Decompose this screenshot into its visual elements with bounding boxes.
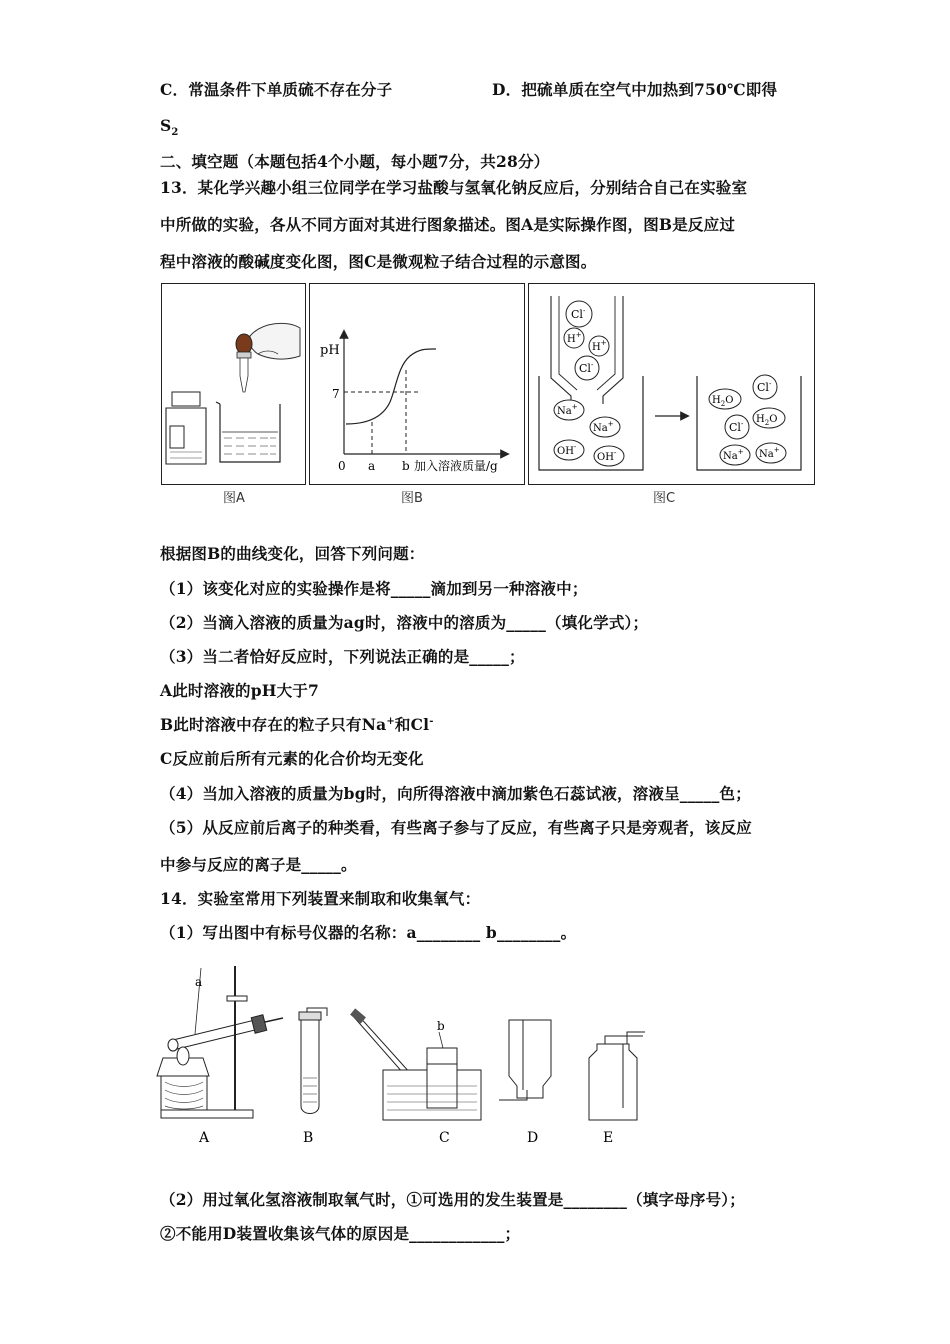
- svg-text:Cl-: Cl-: [579, 361, 594, 375]
- cl-ion-2: [575, 356, 599, 380]
- svg-text:Na+: Na+: [723, 448, 744, 462]
- apparatus-c-label: C: [439, 1130, 450, 1146]
- svg-text:H+: H+: [567, 331, 582, 345]
- option-b-sup-2: -: [429, 715, 434, 727]
- apparatus-b: [299, 1008, 327, 1146]
- q13-option-a: A此时溶液的pH大于7: [160, 681, 319, 700]
- svg-text:Cl-: Cl-: [729, 420, 744, 434]
- apparatus-b-label: B: [303, 1130, 314, 1146]
- q13-sub3: （3）当二者恰好反应时，下列说法正确的是_____；: [160, 647, 525, 666]
- svg-text:Na+: Na+: [759, 446, 780, 460]
- y-tick-7: 7: [332, 387, 340, 401]
- ph-curve-graph: [310, 284, 524, 484]
- apparatus-d-label: D: [527, 1130, 539, 1146]
- s2-base: S: [160, 116, 172, 135]
- svg-text:H2O: $H_2O$: [712, 395, 734, 408]
- option-d-continued: [160, 116, 179, 138]
- apparatus-a: [157, 966, 283, 1146]
- q13-stem-2: 中所做的实验，各从不同方面对其进行图象描述。图A是实际操作图，图B是反应过: [160, 215, 736, 234]
- svg-text:H2O: $H_2O$: [756, 414, 778, 427]
- x-tick-a: a: [368, 459, 376, 473]
- figure-a: [161, 283, 306, 485]
- svg-text:Na+: Na+: [557, 403, 578, 417]
- label-a: a: [195, 975, 203, 989]
- beaker-dropper-illustration: [162, 284, 305, 484]
- apparatus-e-label: E: [603, 1130, 614, 1146]
- oh-ion-1: [554, 440, 584, 460]
- apparatus-a-label: A: [199, 1130, 210, 1146]
- label-b: b: [437, 1019, 445, 1033]
- svg-text:H+: H+: [592, 339, 607, 353]
- x-axis-label: 加入溶液质量/g: [414, 459, 498, 473]
- apparatus-figure: [155, 958, 655, 1148]
- q13-sub5-line2: 中参与反应的离子是_____。: [160, 855, 357, 874]
- option-b-text-2: 和Cl: [394, 715, 430, 734]
- svg-text:OH-: OH-: [557, 443, 577, 457]
- svg-text:Cl-: Cl-: [757, 380, 772, 394]
- svg-text:Na+: Na+: [593, 420, 614, 434]
- y-axis-label: pH: [320, 343, 340, 358]
- figure-c-caption: 图C: [653, 491, 676, 506]
- particle-diagram: [529, 284, 814, 484]
- q14-sub1: （1）写出图中有标号仪器的名称：a________ b________。: [160, 923, 577, 942]
- q13-sub4: （4）当加入溶液的质量为bg时，向所得溶液中滴加紫色石蕊试液，溶液呈_____色；: [160, 784, 751, 803]
- figure-b-caption: 图B: [401, 491, 423, 506]
- option-c: C．常温条件下单质硫不存在分子: [160, 80, 393, 99]
- apparatus-d: [499, 1020, 551, 1146]
- na-ion-4: [756, 443, 786, 463]
- cl-ion-1: [566, 301, 592, 327]
- h-ion-2: [589, 336, 609, 356]
- option-b-sup-1: +: [386, 715, 395, 727]
- na-ion-2: [590, 417, 620, 437]
- x-tick-b: b: [402, 459, 410, 473]
- apparatus-illustration: [155, 958, 655, 1148]
- h-ion-1: [564, 328, 584, 348]
- q13-sub1: （1）该变化对应的实验操作是将_____滴加到另一种溶液中；: [160, 579, 588, 598]
- q13-option-b: [160, 713, 434, 735]
- na-ion-3: [720, 445, 750, 465]
- q13-sub2: （2）当滴入溶液的质量为ag时，溶液中的溶质为_____（填化学式）；: [160, 613, 649, 632]
- q13-stem-1: 13．某化学兴趣小组三位同学在学习盐酸与氢氧化钠反应后，分别结合自己在实验室: [160, 178, 748, 197]
- q13-intro: 根据图B的曲线变化，回答下列问题：: [160, 544, 425, 563]
- q14-sub3: ②不能用D装置收集该气体的原因是____________；: [160, 1224, 521, 1243]
- q14-sub2: （2）用过氧化氢溶液制取氧气时，①可选用的发生装置是________（填字母序号）；: [160, 1190, 745, 1209]
- cl-ion-4: [725, 415, 749, 439]
- h2o-molecule-2: [753, 408, 785, 428]
- q13-stem-3: 程中溶液的酸碱度变化图，图C是微观粒子结合过程的示意图。: [160, 252, 597, 271]
- h2o-molecule-1: [709, 389, 741, 409]
- figure-b: [309, 283, 525, 485]
- figure-c: [528, 283, 815, 485]
- apparatus-c: [350, 1008, 481, 1146]
- s2-sub: 2: [171, 127, 179, 139]
- na-ion-1: [554, 400, 584, 420]
- figure-a-caption: 图A: [223, 491, 245, 506]
- q14-stem: 14．实验室常用下列装置来制取和收集氧气：: [160, 889, 481, 908]
- svg-text:Cl-: Cl-: [571, 307, 586, 321]
- q13-sub5-line1: （5）从反应前后离子的种类看，有些离子参与了反应，有些离子只是旁观者，该反应: [160, 818, 752, 837]
- option-b-text-1: B此时溶液中存在的粒子只有Na: [160, 715, 387, 734]
- q13-option-c: C反应前后所有元素的化合价均无变化: [160, 749, 424, 768]
- origin-label: 0: [338, 459, 346, 473]
- svg-text:OH-: OH-: [597, 449, 617, 463]
- apparatus-e: [589, 1032, 645, 1146]
- ph-curve: [346, 349, 436, 424]
- oh-ion-2: [594, 446, 624, 466]
- cl-ion-3: [753, 375, 777, 399]
- section-title: 二、填空题（本题包括4个小题，每小题7分，共28分）: [160, 152, 550, 171]
- option-d: D．把硫单质在空气中加热到750℃即得: [492, 80, 778, 99]
